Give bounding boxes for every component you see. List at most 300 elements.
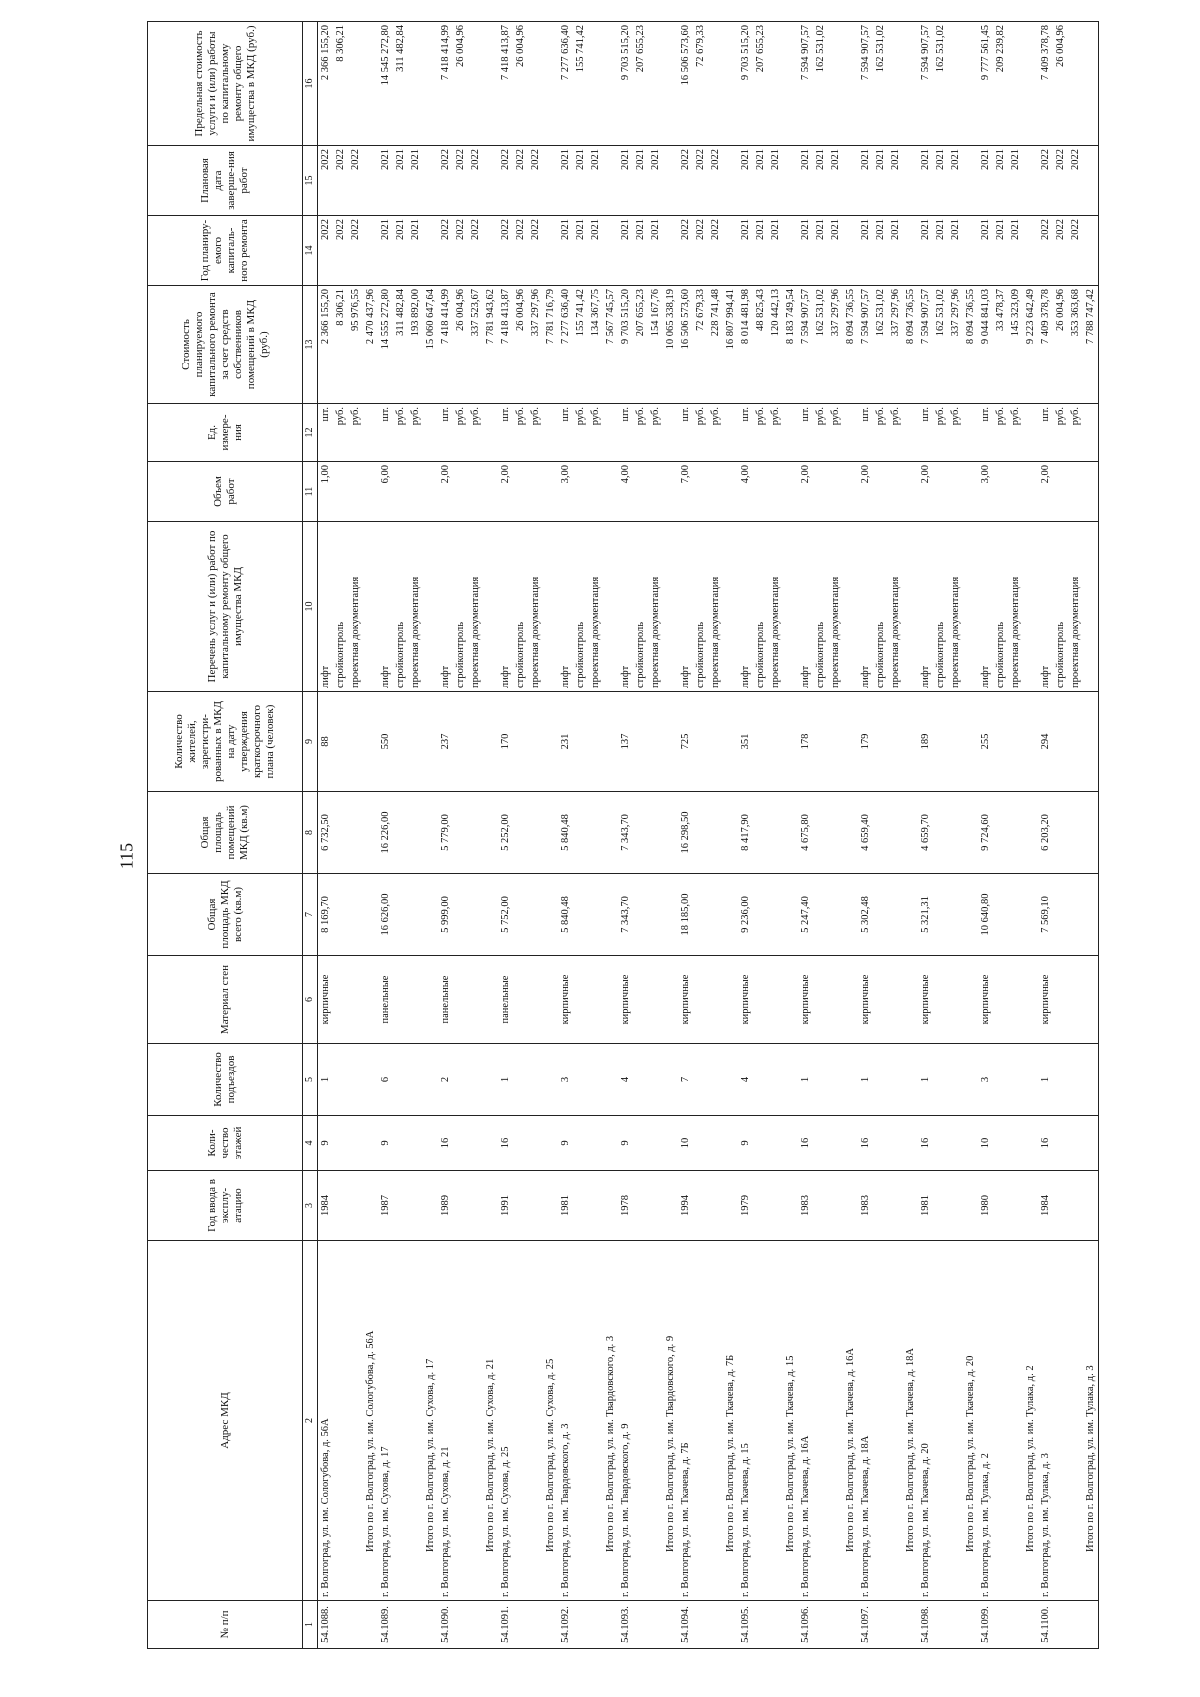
cell-cost: 353 363,68 [1068,286,1083,404]
cell-material [393,956,408,1044]
cell-cost: 2 366 155,20 [318,286,334,404]
cell-volume [948,462,963,522]
cell-limit [468,22,483,146]
cell-address: г. Волгоград, ул. им. Ткачева, д. 16А [798,1241,813,1601]
cell-plan-year: 2022 [318,216,334,286]
cell-area-premises: 4 659,40 [858,792,873,874]
cell-cost: 207 655,23 [633,286,648,404]
cell-area-total [543,874,558,956]
cell-area-premises: 16 226,00 [378,792,393,874]
cell-end-year: 2022 [693,146,708,216]
cell-entrances [408,1044,423,1116]
cell-area-premises [768,792,783,874]
cell-area-premises [813,792,828,874]
cell-material [843,956,858,1044]
table-row [408,22,423,1649]
cell-num [513,1601,528,1649]
cell-plan-year: 2021 [618,216,633,286]
cell-address [633,1241,648,1601]
cell-end-year: 2022 [348,146,363,216]
cell-plan-year: 2021 [888,216,903,286]
cell-material [588,956,603,1044]
cell-year [348,1171,363,1241]
cell-work-name: проектная документация [408,522,423,692]
cell-work-name: стройконтроль [753,522,768,692]
cell-unit: руб. [513,404,528,462]
cell-area-total [588,874,603,956]
cell-material: кирпичные [678,956,693,1044]
cell-volume [348,462,363,522]
cell-entrances [993,1044,1008,1116]
cell-material: панельные [378,956,393,1044]
cell-residents [933,692,948,792]
cell-plan-year: 2021 [873,216,888,286]
cell-year [828,1171,843,1241]
cell-material [993,956,1008,1044]
cell-area-total [948,874,963,956]
cell-area-premises [1023,792,1038,874]
cell-num [393,1601,408,1649]
cell-material: кирпичные [558,956,573,1044]
cell-residents [948,692,963,792]
table-row-total [783,22,798,1649]
cell-limit [768,22,783,146]
cell-volume [603,462,618,522]
cell-unit: руб. [753,404,768,462]
cell-year [333,1171,348,1241]
cell-limit [423,22,438,146]
cell-entrances: 7 [678,1044,693,1116]
cell-cost: 7 277 636,40 [558,286,573,404]
cell-residents [603,692,618,792]
cell-area-total: 10 640,80 [978,874,993,956]
cell-residents [408,692,423,792]
cell-floors [708,1116,723,1171]
cell-num [1008,1601,1023,1649]
cell-volume: 6,00 [378,462,393,522]
cell-material [753,956,768,1044]
cell-num [828,1601,843,1649]
cell-work-name: стройконтроль [513,522,528,692]
cell-num [933,1601,948,1649]
cell-plan-year: 2021 [633,216,648,286]
cell-year [573,1171,588,1241]
cell-cost: 154 167,76 [648,286,663,404]
cell-cost: 26 004,96 [513,286,528,404]
cell-year [453,1171,468,1241]
cell-area-premises [903,792,918,874]
cell-limit [1068,22,1083,146]
cell-end-year: 2021 [393,146,408,216]
cell-entrances [1008,1044,1023,1116]
cell-year [603,1171,618,1241]
cell-volume: 1,00 [318,462,334,522]
cell-floors [1008,1116,1023,1171]
cell-plan-year: 2021 [948,216,963,286]
cell-plan-year: 2022 [1038,216,1053,286]
cell-year: 1978 [618,1171,633,1241]
cell-entrances [468,1044,483,1116]
cell-cost: 8 183 749,54 [783,286,798,404]
cell-entrances [348,1044,363,1116]
cell-volume [363,462,378,522]
cell-cost: 311 482,84 [393,286,408,404]
cell-volume: 4,00 [618,462,633,522]
cell-year [963,1171,978,1241]
cell-limit: 162 531,02 [813,22,828,146]
cell-year [813,1171,828,1241]
cell-area-total [828,874,843,956]
cell-material [573,956,588,1044]
cell-area-premises [633,792,648,874]
cell-floors: 16 [798,1116,813,1171]
cell-material [768,956,783,1044]
cell-work-name [903,522,918,692]
cell-num [1023,1601,1038,1649]
cell-limit [483,22,498,146]
cell-num [813,1601,828,1649]
cell-area-premises: 6 203,20 [1038,792,1053,874]
cell-volume [588,462,603,522]
cell-floors [648,1116,663,1171]
cell-year [663,1171,678,1241]
cell-num: 54.1090. [438,1601,453,1649]
cell-residents: 137 [618,692,633,792]
cell-cost: 7 594 907,57 [918,286,933,404]
cell-limit [363,22,378,146]
cell-volume [873,462,888,522]
cell-area-total [723,874,738,956]
cell-entrances [1068,1044,1083,1116]
cell-unit: руб. [528,404,543,462]
cell-address: Итого по г. Волгоград, ул. им. Ткачева, д. 18А [903,1241,918,1601]
cell-floors [813,1116,828,1171]
cell-residents [843,692,858,792]
cell-area-total [573,874,588,956]
cell-work-name: стройконтроль [573,522,588,692]
cell-unit: руб. [468,404,483,462]
cell-limit [348,22,363,146]
cell-address: Итого по г. Волгоград, ул. им. Тулака, д. 2 [1023,1241,1038,1601]
cell-plan-year: 2022 [1068,216,1083,286]
cell-cost: 162 531,02 [873,286,888,404]
column-index: 1 [303,1601,318,1649]
cell-volume [648,462,663,522]
cell-limit: 7 594 907,57 [798,22,813,146]
cell-material [543,956,558,1044]
cell-num [588,1601,603,1649]
table-row [1008,22,1023,1649]
cell-volume [888,462,903,522]
cell-address: г. Волгоград, ул. им. Сологубова, д. 56А [318,1241,334,1601]
cell-volume [393,462,408,522]
cell-num: 54.1095. [738,1601,753,1649]
cell-floors [633,1116,648,1171]
cell-cost: 162 531,02 [933,286,948,404]
cell-area-total [363,874,378,956]
cell-material [453,956,468,1044]
cell-cost: 10 065 338,19 [663,286,678,404]
table-row-total [1083,22,1099,1649]
cell-plan-year: 2021 [408,216,423,286]
cell-plan-year: 2021 [753,216,768,286]
cell-year [888,1171,903,1241]
cell-plan-year [1023,216,1038,286]
cell-limit: 207 655,23 [753,22,768,146]
cell-area-total [423,874,438,956]
cell-area-premises [753,792,768,874]
cell-area-total [1023,874,1038,956]
cell-unit: шт. [738,404,753,462]
cell-residents [963,692,978,792]
cell-num: 54.1098. [918,1601,933,1649]
cell-material [948,956,963,1044]
cell-residents [528,692,543,792]
cell-address [1068,1241,1083,1601]
cell-limit: 7 594 907,57 [918,22,933,146]
cell-end-year: 2021 [633,146,648,216]
cell-floors [1053,1116,1068,1171]
cell-residents [348,692,363,792]
cell-floors [603,1116,618,1171]
cell-work-name: лифт [678,522,693,692]
cell-area-total [1083,874,1099,956]
cell-num [348,1601,363,1649]
cell-address [933,1241,948,1601]
cell-address [393,1241,408,1601]
cell-work-name: стройконтроль [1053,522,1068,692]
cell-cost: 2 470 437,96 [363,286,378,404]
cell-floors: 16 [438,1116,453,1171]
cell-residents [693,692,708,792]
cell-entrances [453,1044,468,1116]
cell-num [723,1601,738,1649]
table-row [978,22,993,1649]
cell-area-total [333,874,348,956]
cell-volume: 3,00 [558,462,573,522]
cell-num [708,1601,723,1649]
cell-num [663,1601,678,1649]
cell-work-name: лифт [558,522,573,692]
cell-address [813,1241,828,1601]
cell-plan-year [723,216,738,286]
cell-material [888,956,903,1044]
cell-cost: 9 044 841,03 [978,286,993,404]
cell-floors [408,1116,423,1171]
column-header: Предельная стоимость услуги и (или) работы по капитальному ремонту общего имущества в МКД (руб.) [148,22,303,146]
cell-limit [888,22,903,146]
cell-year [723,1171,738,1241]
cell-end-year: 2021 [933,146,948,216]
cell-unit: шт. [438,404,453,462]
table-row [768,22,783,1649]
cell-end-year [543,146,558,216]
cell-plan-year: 2021 [558,216,573,286]
cell-residents [588,692,603,792]
cell-area-premises: 8 417,90 [738,792,753,874]
cell-address: г. Волгоград, ул. им. Твардовского, д. 9 [618,1241,633,1601]
cell-area-premises: 5 252,00 [498,792,513,874]
column-index: 15 [303,146,318,216]
column-header: Ед. измере-ния [148,404,303,462]
cell-material: кирпичные [318,956,334,1044]
cell-area-premises [468,792,483,874]
cell-year [588,1171,603,1241]
cell-area-premises [543,792,558,874]
cell-year: 1987 [378,1171,393,1241]
cell-residents: 255 [978,692,993,792]
cell-volume [768,462,783,522]
cell-address [693,1241,708,1601]
cell-year [948,1171,963,1241]
cell-floors: 9 [318,1116,334,1171]
cell-volume [573,462,588,522]
cell-area-total [1068,874,1083,956]
table-row [753,22,768,1649]
cell-year [843,1171,858,1241]
cell-residents [663,692,678,792]
cell-volume [1083,462,1099,522]
cell-limit [1023,22,1038,146]
cell-num: 54.1091. [498,1601,513,1649]
cell-year [873,1171,888,1241]
cell-residents [768,692,783,792]
cell-cost: 7 594 907,57 [858,286,873,404]
cell-plan-year: 2022 [348,216,363,286]
cell-area-premises [588,792,603,874]
cell-unit: руб. [873,404,888,462]
cell-address [408,1241,423,1601]
cell-unit: руб. [453,404,468,462]
cell-material [1023,956,1038,1044]
cell-entrances: 1 [1038,1044,1053,1116]
cell-end-year: 2022 [528,146,543,216]
cell-cost: 337 297,96 [528,286,543,404]
cell-unit: шт. [918,404,933,462]
cell-material [1053,956,1068,1044]
cell-work-name [1083,522,1099,692]
cell-end-year: 2021 [993,146,1008,216]
cell-area-premises [843,792,858,874]
cell-floors [888,1116,903,1171]
cell-year: 1984 [1038,1171,1053,1241]
cell-address: Итого по г. Волгоград, ул. им. Ткачева, д. 20 [963,1241,978,1601]
cell-volume [843,462,858,522]
cell-num [903,1601,918,1649]
cell-cost: 193 892,00 [408,286,423,404]
cell-floors: 16 [918,1116,933,1171]
cell-area-total: 18 185,00 [678,874,693,956]
table-row [858,22,873,1649]
cell-limit: 7 409 378,78 [1038,22,1053,146]
cell-entrances [543,1044,558,1116]
cell-area-premises [693,792,708,874]
cell-limit [828,22,843,146]
cell-cost: 8 094 736,55 [843,286,858,404]
cell-plan-year: 2022 [678,216,693,286]
cell-cost: 16 807 994,41 [723,286,738,404]
cell-plan-year: 2022 [528,216,543,286]
column-index: 8 [303,792,318,874]
cell-residents [483,692,498,792]
column-index: 3 [303,1171,318,1241]
cell-entrances [1053,1044,1068,1116]
cell-work-name: стройконтроль [993,522,1008,692]
cell-entrances [423,1044,438,1116]
column-header: Объем работ [148,462,303,522]
cell-area-premises [483,792,498,874]
cell-entrances [633,1044,648,1116]
cell-floors [993,1116,1008,1171]
cell-work-name: проектная документация [948,522,963,692]
cell-num: 54.1100. [1038,1601,1053,1649]
cell-end-year: 2021 [798,146,813,216]
cell-plan-year [963,216,978,286]
cell-limit [528,22,543,146]
cell-area-premises [963,792,978,874]
table-row [648,22,663,1649]
cell-volume [453,462,468,522]
cell-floors [963,1116,978,1171]
cell-residents: 189 [918,692,933,792]
cell-address: г. Волгоград, ул. им. Тулака, д. 2 [978,1241,993,1601]
cell-material [483,956,498,1044]
cell-year: 1983 [858,1171,873,1241]
cell-end-year: 2021 [588,146,603,216]
cell-area-premises [828,792,843,874]
cell-area-premises [783,792,798,874]
cell-area-premises [333,792,348,874]
column-index: 5 [303,1044,318,1116]
cell-volume [663,462,678,522]
cell-area-premises [1068,792,1083,874]
cell-num [408,1601,423,1649]
cell-plan-year [843,216,858,286]
cell-area-total [933,874,948,956]
column-index: 2 [303,1241,318,1601]
cell-floors [948,1116,963,1171]
cell-floors: 9 [618,1116,633,1171]
cell-floors: 10 [978,1116,993,1171]
cell-material [363,956,378,1044]
cell-residents: 237 [438,692,453,792]
cell-num [963,1601,978,1649]
cell-plan-year: 2021 [828,216,843,286]
capital-repair-table [147,21,1099,1649]
cell-plan-year: 2021 [648,216,663,286]
cell-end-year [363,146,378,216]
cell-work-name: проектная документация [828,522,843,692]
cell-entrances: 3 [978,1044,993,1116]
cell-cost: 7 781 943,62 [483,286,498,404]
cell-num [453,1601,468,1649]
cell-area-total: 5 752,00 [498,874,513,956]
cell-volume [963,462,978,522]
cell-year [528,1171,543,1241]
cell-material [468,956,483,1044]
cell-work-name: лифт [858,522,873,692]
cell-plan-year [603,216,618,286]
cell-address: Итого по г. Волгоград, ул. им. Твардовского, д. 9 [663,1241,678,1601]
cell-area-total [1053,874,1068,956]
cell-num [333,1601,348,1649]
table-row [918,22,933,1649]
cell-residents [393,692,408,792]
cell-area-premises: 16 298,50 [678,792,693,874]
table-row [588,22,603,1649]
cell-residents: 231 [558,692,573,792]
cell-volume [483,462,498,522]
